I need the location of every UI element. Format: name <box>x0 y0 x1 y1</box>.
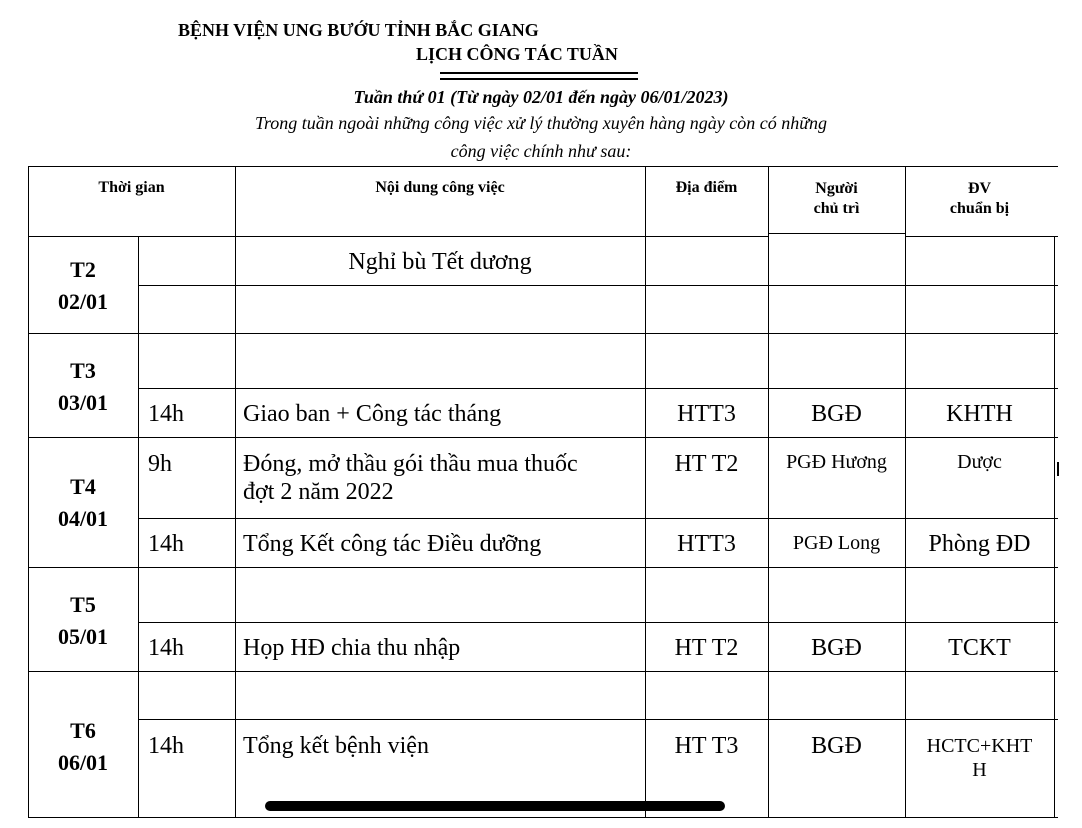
task-time: 9h <box>148 451 172 477</box>
task-prep <box>905 734 1054 782</box>
task-content <box>243 450 578 506</box>
header-prep-line2: chuẩn bị <box>949 200 1010 217</box>
table-border <box>138 285 1058 286</box>
header-host <box>768 179 905 219</box>
header-host-line1: Người <box>815 180 858 197</box>
table-border <box>28 437 1058 438</box>
week-range: Tuần thứ 01 (Từ ngày 02/01 đến ngày 06/01/2023) <box>353 87 729 107</box>
title-underline <box>440 72 638 74</box>
task-prep: Phòng ĐD <box>928 531 1031 557</box>
day-label <box>28 589 138 653</box>
table-border <box>138 236 139 818</box>
task-content: Tổng kết bệnh viện <box>243 733 429 759</box>
table-border <box>138 622 1058 623</box>
day-label <box>28 471 138 535</box>
day-date: 04/01 <box>57 506 109 531</box>
day-name: T5 <box>70 592 96 617</box>
task-prep: Dược <box>957 451 1002 473</box>
table-border <box>1054 236 1055 818</box>
task-content-line2: đợt 2 năm 2022 <box>243 479 394 505</box>
table-border-fragment <box>1057 462 1059 476</box>
task-prep: TCKT <box>948 635 1011 661</box>
task-content: Họp HĐ chia thu nhập <box>243 635 461 661</box>
task-content-line1: Đóng, mở thầu gói thầu mua thuốc <box>243 451 578 477</box>
title-underline <box>440 78 638 80</box>
day-date: 02/01 <box>57 289 109 314</box>
day-name: T3 <box>70 358 96 383</box>
day-label <box>28 715 138 779</box>
table-border <box>768 233 905 234</box>
header-prep-line1: ĐV <box>967 180 992 197</box>
home-indicator[interactable] <box>265 801 725 811</box>
table-border <box>28 333 1058 334</box>
task-host: BGĐ <box>811 733 862 759</box>
table-border <box>138 719 1058 720</box>
table-border <box>28 236 768 237</box>
intro-text: công việc chính như sau: <box>450 141 632 161</box>
task-location: HTT3 <box>677 401 736 427</box>
document-title: LỊCH CÔNG TÁC TUẦN <box>416 44 618 64</box>
day-date: 06/01 <box>57 750 109 775</box>
task-location: HTT3 <box>677 531 736 557</box>
table-border <box>28 166 1058 167</box>
task-time: 14h <box>148 635 184 661</box>
hospital-name: BỆNH VIỆN UNG BƯỚU TỈNH BẮC GIANG <box>178 20 539 40</box>
task-content: Giao ban + Công tác tháng <box>243 401 502 427</box>
task-host: BGĐ <box>811 635 862 661</box>
day-name: T6 <box>70 718 96 743</box>
table-border <box>905 236 1058 237</box>
task-time: 14h <box>148 733 184 759</box>
task-host: PGĐ Long <box>792 532 881 554</box>
table-border <box>28 567 1058 568</box>
table-border <box>138 518 1058 519</box>
header-location: Địa điểm <box>675 179 738 196</box>
table-border <box>645 166 646 818</box>
task-content: Tổng Kết công tác Điều dưỡng <box>243 531 542 557</box>
day-label <box>28 254 138 318</box>
day-name: T4 <box>70 474 96 499</box>
table-border <box>138 388 1058 389</box>
task-content: Nghỉ bù Tết dương <box>348 249 532 275</box>
task-location: HT T2 <box>674 635 739 661</box>
header-time: Thời gian <box>98 179 165 196</box>
table-border <box>28 817 1058 818</box>
task-location: HT T3 <box>674 733 739 759</box>
day-label <box>28 355 138 419</box>
task-host: BGĐ <box>811 401 862 427</box>
task-location: HT T2 <box>674 451 739 477</box>
day-date: 03/01 <box>57 390 109 415</box>
table-border <box>28 671 1058 672</box>
header-content: Nội dung công việc <box>375 179 505 196</box>
day-date: 05/01 <box>57 624 109 649</box>
header-prep <box>905 179 1054 219</box>
task-prep: KHTH <box>946 401 1013 427</box>
task-host: PGĐ Hương <box>786 451 887 473</box>
task-prep-line2: H <box>972 759 987 781</box>
task-time: 14h <box>148 531 184 557</box>
header-host-line2: chủ trì <box>813 200 860 217</box>
intro-text: Trong tuần ngoài những công việc xử lý thường xuyên hàng ngày còn có những <box>254 113 828 133</box>
table-border <box>905 166 906 818</box>
task-prep-line1: HCTC+KHT <box>926 735 1033 757</box>
task-time: 14h <box>148 401 184 427</box>
day-name: T2 <box>70 257 96 282</box>
table-border <box>768 166 769 818</box>
